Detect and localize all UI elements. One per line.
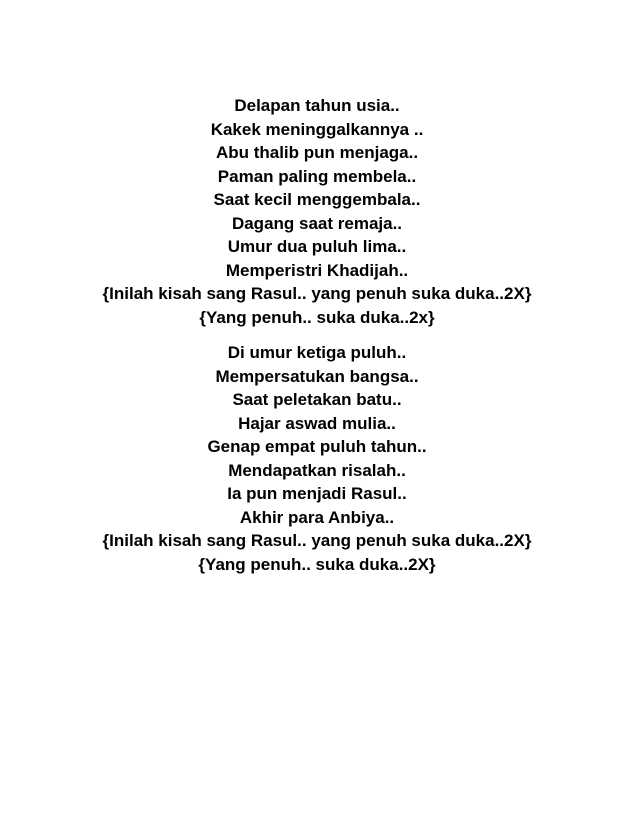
lyric-line: Hajar aswad mulia.. [238, 413, 396, 433]
lyrics-text [97, 94, 537, 576]
lyric-line: Memperistri Khadijah.. [225, 260, 409, 280]
chorus-line: {Yang penuh.. suka duka..2x} [199, 307, 435, 327]
lyric-line: Genap empat puluh tahun.. [207, 437, 427, 456]
lyric-line: Delapan tahun usia.. [234, 96, 400, 115]
lyric-line: Abu thalib pun menjaga.. [215, 143, 419, 162]
lyric-line: Saat kecil menggembala.. [213, 190, 421, 209]
chorus-line: {Inilah kisah sang Rasul.. yang penuh suka duka..2X} [102, 531, 532, 550]
lyric-line: Paman paling membela.. [217, 166, 417, 186]
lyric-line: Kakek meninggalkannya .. [210, 119, 424, 139]
lyric-line: Di umur ketiga puluh.. [227, 343, 407, 362]
lyric-line: Umur dua puluh lima.. [227, 237, 407, 256]
chorus-line: {Inilah kisah sang Rasul.. yang penuh suka duka..2X} [102, 284, 532, 303]
stanza-1 [97, 94, 537, 329]
lyric-line: Mempersatukan bangsa.. [215, 366, 419, 386]
lyric-line: Akhir para Anbiya.. [239, 507, 395, 527]
chorus-line: {Yang penuh.. suka duka..2X} [198, 554, 436, 574]
stanza-2 [97, 341, 537, 576]
lyric-line: Dagang saat remaja.. [231, 213, 403, 233]
lyric-line: Ia pun menjadi Rasul.. [227, 484, 407, 503]
lyric-line: Saat peletakan batu.. [232, 390, 402, 409]
lyric-line: Mendapatkan risalah.. [228, 460, 406, 480]
